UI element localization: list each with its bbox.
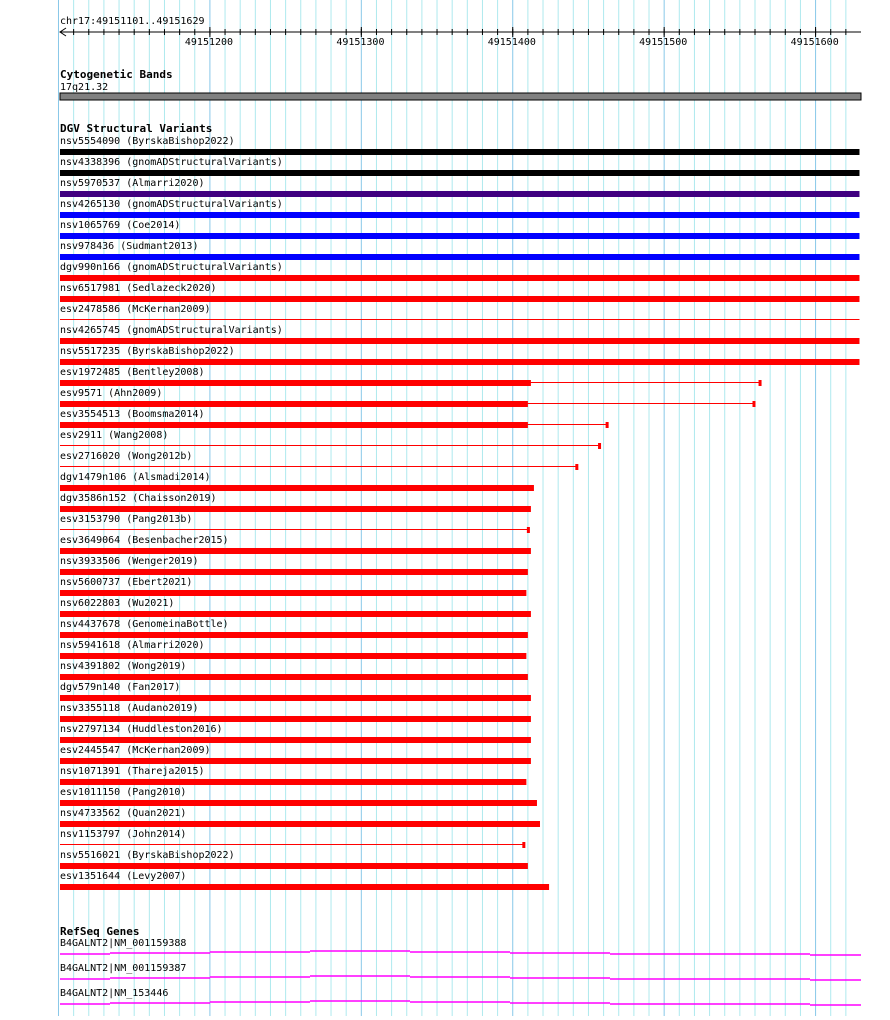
variant-bar (60, 884, 549, 890)
variant-feature[interactable] (60, 367, 762, 386)
cytoband-bar[interactable] (60, 93, 861, 100)
variant-feature[interactable] (60, 724, 531, 743)
variant-feature[interactable] (60, 535, 531, 554)
variant-label: nsv3933506 (Wenger2019) (60, 556, 199, 567)
variant-label: nsv4265130 (gnomADStructuralVariants) (60, 199, 283, 210)
variant-label: nsv5600737 (Ebert2021) (60, 577, 193, 588)
cytoband-label: 17q21.32 (60, 82, 109, 93)
variant-label: esv3649064 (Besenbacher2015) (60, 535, 229, 546)
cytobands-track-title: Cytogenetic Bands (60, 68, 173, 81)
variant-feature[interactable] (60, 766, 526, 785)
variant-bar (60, 632, 528, 638)
variant-bar (60, 149, 859, 155)
variant-end-cap (575, 464, 578, 470)
variant-feature[interactable] (60, 871, 549, 890)
variant-feature[interactable] (60, 703, 531, 722)
variant-label: dgv990n166 (gnomADStructuralVariants) (60, 262, 283, 273)
variant-label: nsv2797134 (Huddleston2016) (60, 724, 223, 735)
variant-feature[interactable] (60, 745, 531, 764)
variant-feature[interactable] (60, 619, 528, 638)
variant-label: nsv5516021 (ByrskaBishop2022) (60, 850, 235, 861)
variant-end-cap (522, 842, 525, 848)
variant-label: esv2716020 (Wong2012b) (60, 451, 193, 462)
variant-label: nsv5554090 (ByrskaBishop2022) (60, 136, 235, 147)
variant-feature[interactable] (60, 430, 601, 449)
variant-feature[interactable] (60, 451, 578, 470)
ruler-tick-label: 49151300 (336, 37, 385, 48)
variant-label: esv2478586 (McKernan2009) (60, 304, 211, 315)
variant-label: dgv1479n106 (Alsmadi2014) (60, 472, 211, 483)
variant-bar (60, 737, 531, 743)
variant-bar (60, 779, 526, 785)
variant-feature[interactable] (60, 409, 609, 428)
ruler-tick-label: 49151500 (639, 37, 688, 48)
variant-bar (60, 506, 531, 512)
variant-label: esv3554513 (Boomsma2014) (60, 409, 205, 420)
ruler-tick-label: 49151600 (790, 37, 839, 48)
gene-feature[interactable] (60, 988, 861, 1005)
region-label: chr17:49151101..49151629 (60, 16, 205, 27)
variant-feature[interactable] (60, 577, 526, 596)
variant-bar (60, 800, 537, 806)
variant-label: nsv4338396 (gnomADStructuralVariants) (60, 157, 283, 168)
gene-label: B4GALNT2|NM_153446 (60, 988, 169, 999)
variant-label: esv1351644 (Levy2007) (60, 871, 187, 882)
variant-label: nsv1071391 (Thareja2015) (60, 766, 205, 777)
variant-label: nsv5970537 (Almarri2020) (60, 178, 205, 189)
variant-bar (60, 254, 859, 260)
variant-feature[interactable] (60, 514, 530, 533)
variant-label: dgv3586n152 (Chaisson2019) (60, 493, 217, 504)
variant-label: esv2911 (Wang2008) (60, 430, 169, 441)
variant-label: nsv1065769 (Coe2014) (60, 220, 181, 231)
variant-feature[interactable] (60, 640, 526, 659)
variant-bar (60, 569, 528, 575)
variant-label: nsv4265745 (gnomADStructuralVariants) (60, 325, 283, 336)
variant-end-cap (527, 527, 530, 533)
variant-label: esv3153790 (Pang2013b) (60, 514, 193, 525)
variant-bar (60, 380, 531, 386)
variant-label: esv9571 (Ahn2009) (60, 388, 163, 399)
variant-label: nsv6022803 (Wu2021) (60, 598, 175, 609)
variant-bar (60, 338, 859, 344)
variant-bar (60, 611, 531, 617)
variant-feature[interactable] (60, 682, 531, 701)
variant-bar (60, 212, 859, 218)
gene-label: B4GALNT2|NM_001159388 (60, 938, 187, 949)
gene-feature[interactable] (60, 963, 861, 980)
variant-bar (60, 863, 528, 869)
refseq-track-title: RefSeq Genes (60, 925, 140, 938)
variant-label: esv1972485 (Bentley2008) (60, 367, 205, 378)
variant-bar (60, 485, 534, 491)
variant-feature[interactable] (60, 472, 534, 491)
variant-feature[interactable] (60, 493, 531, 512)
variant-end-cap (598, 443, 601, 449)
variant-bar (60, 275, 859, 281)
variant-end-cap (759, 380, 762, 386)
variant-label: esv2445547 (McKernan2009) (60, 745, 211, 756)
variant-label: nsv978436 (Sudmant2013) (60, 241, 199, 252)
variant-label: nsv3355118 (Audano2019) (60, 703, 199, 714)
refseq-track (60, 938, 861, 1005)
variant-label: nsv4733562 (Quan2021) (60, 808, 187, 819)
variant-bar (60, 170, 859, 176)
gene-label: B4GALNT2|NM_001159387 (60, 963, 187, 974)
variant-feature[interactable] (60, 598, 531, 617)
variant-bar (60, 191, 859, 197)
variant-bar (60, 296, 859, 302)
variant-bar (60, 695, 531, 701)
ruler-tick-label: 49151400 (487, 37, 536, 48)
variant-label: nsv4391802 (Wong2019) (60, 661, 187, 672)
variant-bar (60, 422, 528, 428)
variant-end-cap (606, 422, 609, 428)
ruler[interactable] (60, 27, 861, 48)
variant-bar (60, 233, 859, 239)
variant-bar (60, 401, 528, 407)
variant-feature[interactable] (60, 850, 528, 869)
variant-feature[interactable] (60, 808, 540, 827)
variant-bar (60, 821, 540, 827)
dgv-track-title: DGV Structural Variants (60, 122, 213, 135)
variant-label: nsv6517981 (Sedlazeck2020) (60, 283, 217, 294)
variant-label: esv1011150 (Pang2010) (60, 787, 187, 798)
variant-bar (60, 548, 531, 554)
variant-feature[interactable] (60, 787, 537, 806)
variant-feature[interactable] (60, 829, 525, 848)
variant-bar (60, 359, 859, 365)
variant-bar (60, 758, 531, 764)
variant-bar (60, 716, 531, 722)
variant-label: nsv1153797 (John2014) (60, 829, 187, 840)
variant-label: dgv579n140 (Fan2017) (60, 682, 181, 693)
variant-feature[interactable] (60, 661, 528, 680)
variant-label: nsv4437678 (GenomeinaBottle) (60, 619, 229, 630)
ruler-tick-label: 49151200 (184, 37, 234, 48)
variant-label: nsv5517235 (ByrskaBishop2022) (60, 346, 235, 357)
variant-label: nsv5941618 (Almarri2020) (60, 640, 205, 651)
gene-feature[interactable] (60, 938, 861, 955)
variant-feature[interactable] (60, 556, 528, 575)
variant-bar (60, 590, 526, 596)
variant-bar (60, 653, 526, 659)
variant-end-cap (752, 401, 755, 407)
variant-bar (60, 674, 528, 680)
